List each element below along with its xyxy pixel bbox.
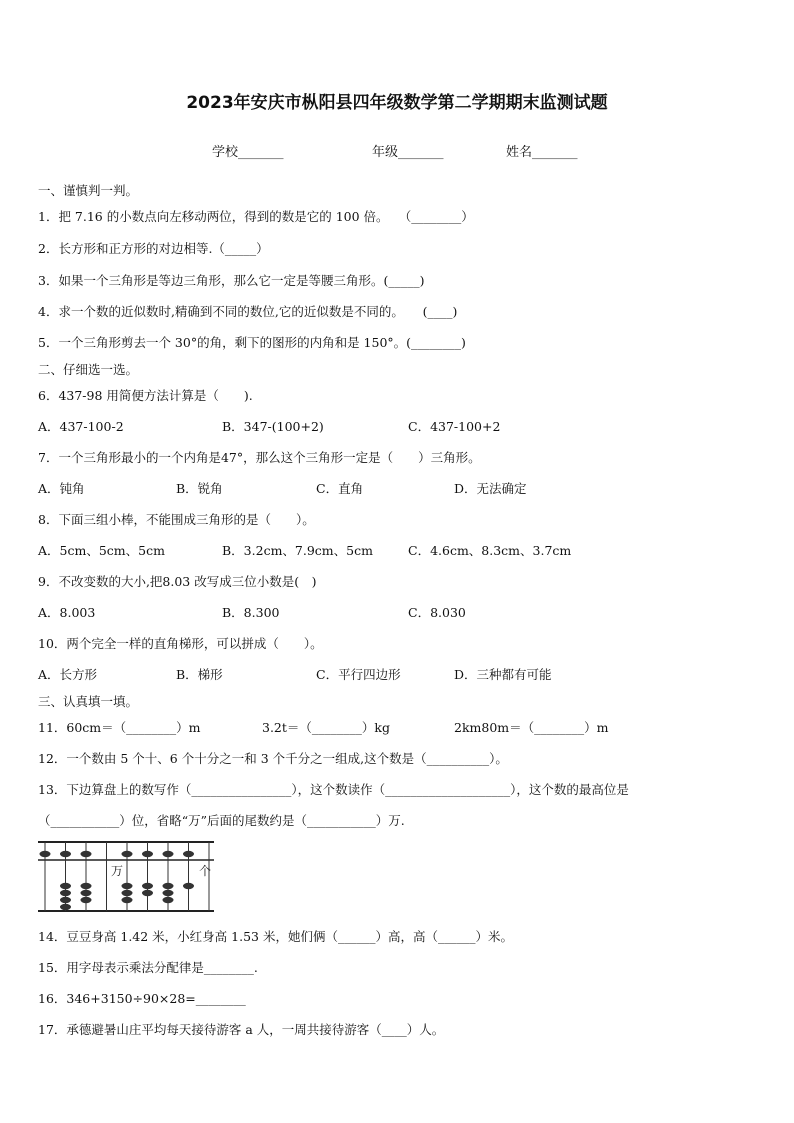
q6-option-b: B．347-(100+2) (222, 419, 324, 434)
question-2: 2．长方形和正方形的对边相等.（_____） (38, 241, 269, 256)
question-1: 1．把 7.16 的小数点向左移动两位，得到的数是它的 100 倍。 （________） (38, 209, 474, 224)
abacus-lower-bead (81, 883, 92, 889)
q9-option-c: C．8.030 (408, 605, 466, 620)
q10-option-a: A．长方形 (38, 667, 98, 682)
q9-option-a: A．8.003 (38, 605, 96, 620)
q10-option-b: B．梯形 (176, 667, 223, 682)
abacus-lower-bead (60, 897, 71, 903)
question-6: 6．437-98 用简便方法计算是（ ). (38, 388, 253, 403)
q8-option-a: A．5cm、5cm、5cm (38, 543, 165, 558)
question-11-part-3: 2km80m＝（________）m (454, 720, 609, 735)
abacus-figure (38, 840, 214, 914)
abacus-upper-bead (122, 851, 133, 857)
section-heading-3: 三、认真填一填。 (38, 694, 139, 709)
q9-option-b: B．8.300 (222, 605, 280, 620)
abacus-lower-bead (183, 883, 194, 889)
abacus-upper-bead (163, 851, 174, 857)
question-13-line-2: （___________）位，省略“万”后面的尾数约是（___________）万. (38, 813, 405, 828)
abacus-lower-bead (122, 883, 133, 889)
abacus-lower-bead (60, 904, 71, 910)
question-14: 14．豆豆身高 1.42 米，小红身高 1.53 米，她们俩（______）高，高（______）米。 (38, 929, 513, 944)
question-4: 4．求一个数的近似数时,精确到不同的数位,它的近似数是不同的。 (____) (38, 304, 458, 319)
q7-option-b: B．锐角 (176, 481, 223, 496)
abacus-lower-bead (163, 897, 174, 903)
question-17: 17．承德避暑山庄平均每天接待游客 a 人，一周共接待游客（____）人。 (38, 1022, 445, 1037)
abacus-upper-bead (142, 851, 153, 857)
abacus-lower-bead (81, 890, 92, 896)
q8-option-c: C．4.6cm、8.3cm、3.7cm (408, 543, 572, 558)
abacus-lower-bead (142, 890, 153, 896)
grade-field: 年级_______ (372, 145, 444, 160)
q7-option-c: C．直角 (316, 481, 364, 496)
question-11-part-1: 11．60cm＝（________）m (38, 720, 201, 735)
abacus-upper-bead (60, 851, 71, 857)
question-8: 8．下面三组小棒，不能围成三角形的是（ ）。 (38, 512, 315, 527)
q10-option-c: C．平行四边形 (316, 667, 401, 682)
q7-option-a: A．钝角 (38, 481, 85, 496)
abacus-upper-bead (40, 851, 51, 857)
q6-option-a: A．437-100-2 (38, 419, 124, 434)
question-15: 15．用字母表示乘法分配律是________. (38, 960, 258, 975)
abacus-lower-bead (163, 883, 174, 889)
q10-option-d: D．三种都有可能 (454, 667, 552, 682)
abacus-label-wan: 万 (110, 864, 124, 878)
abacus-lower-bead (142, 883, 153, 889)
name-field: 姓名_______ (506, 145, 578, 160)
page-title: 2023年安庆市枞阳县四年级数学第二学期期末监测试题 (186, 93, 608, 113)
q8-option-b: B．3.2cm、7.9cm、5cm (222, 543, 373, 558)
question-3: 3．如果一个三角形是等边三角形，那么它一定是等腰三角形。(_____) (38, 273, 425, 288)
abacus-upper-bead (81, 851, 92, 857)
question-5: 5．一个三角形剪去一个 30°的角，剩下的图形的内角和是 150°。(________) (38, 335, 466, 350)
question-11-part-2: 3.2t＝（________）kg (262, 720, 390, 735)
question-13-line-1: 13．下边算盘上的数写作（________________），这个数读作（____________________），这个数的最高位是 (38, 782, 629, 797)
school-field: 学校_______ (212, 145, 284, 160)
q6-option-c: C．437-100+2 (408, 419, 501, 434)
section-heading-1: 一、谨慎判一判。 (38, 183, 139, 198)
abacus-upper-bead (183, 851, 194, 857)
abacus-lower-bead (122, 890, 133, 896)
abacus-lower-bead (60, 890, 71, 896)
abacus-label-ge: 个 (198, 864, 212, 878)
abacus-lower-bead (122, 897, 133, 903)
abacus-lower-bead (163, 890, 174, 896)
question-10: 10．两个完全一样的直角梯形，可以拼成（ ）。 (38, 636, 323, 651)
question-16: 16．346+3150÷90×28=________ (38, 991, 246, 1006)
abacus-lower-bead (81, 897, 92, 903)
abacus-lower-bead (60, 883, 71, 889)
q7-option-d: D．无法确定 (454, 481, 527, 496)
question-9: 9．不改变数的大小,把8.03 改写成三位小数是( ) (38, 574, 317, 589)
question-12: 12．一个数由 5 个十、6 个十分之一和 3 个千分之一组成,这个数是（__________）。 (38, 751, 508, 766)
question-7: 7．一个三角形最小的一个内角是47°，那么这个三角形一定是（ ）三角形。 (38, 450, 481, 465)
section-heading-2: 二、仔细选一选。 (38, 362, 139, 377)
